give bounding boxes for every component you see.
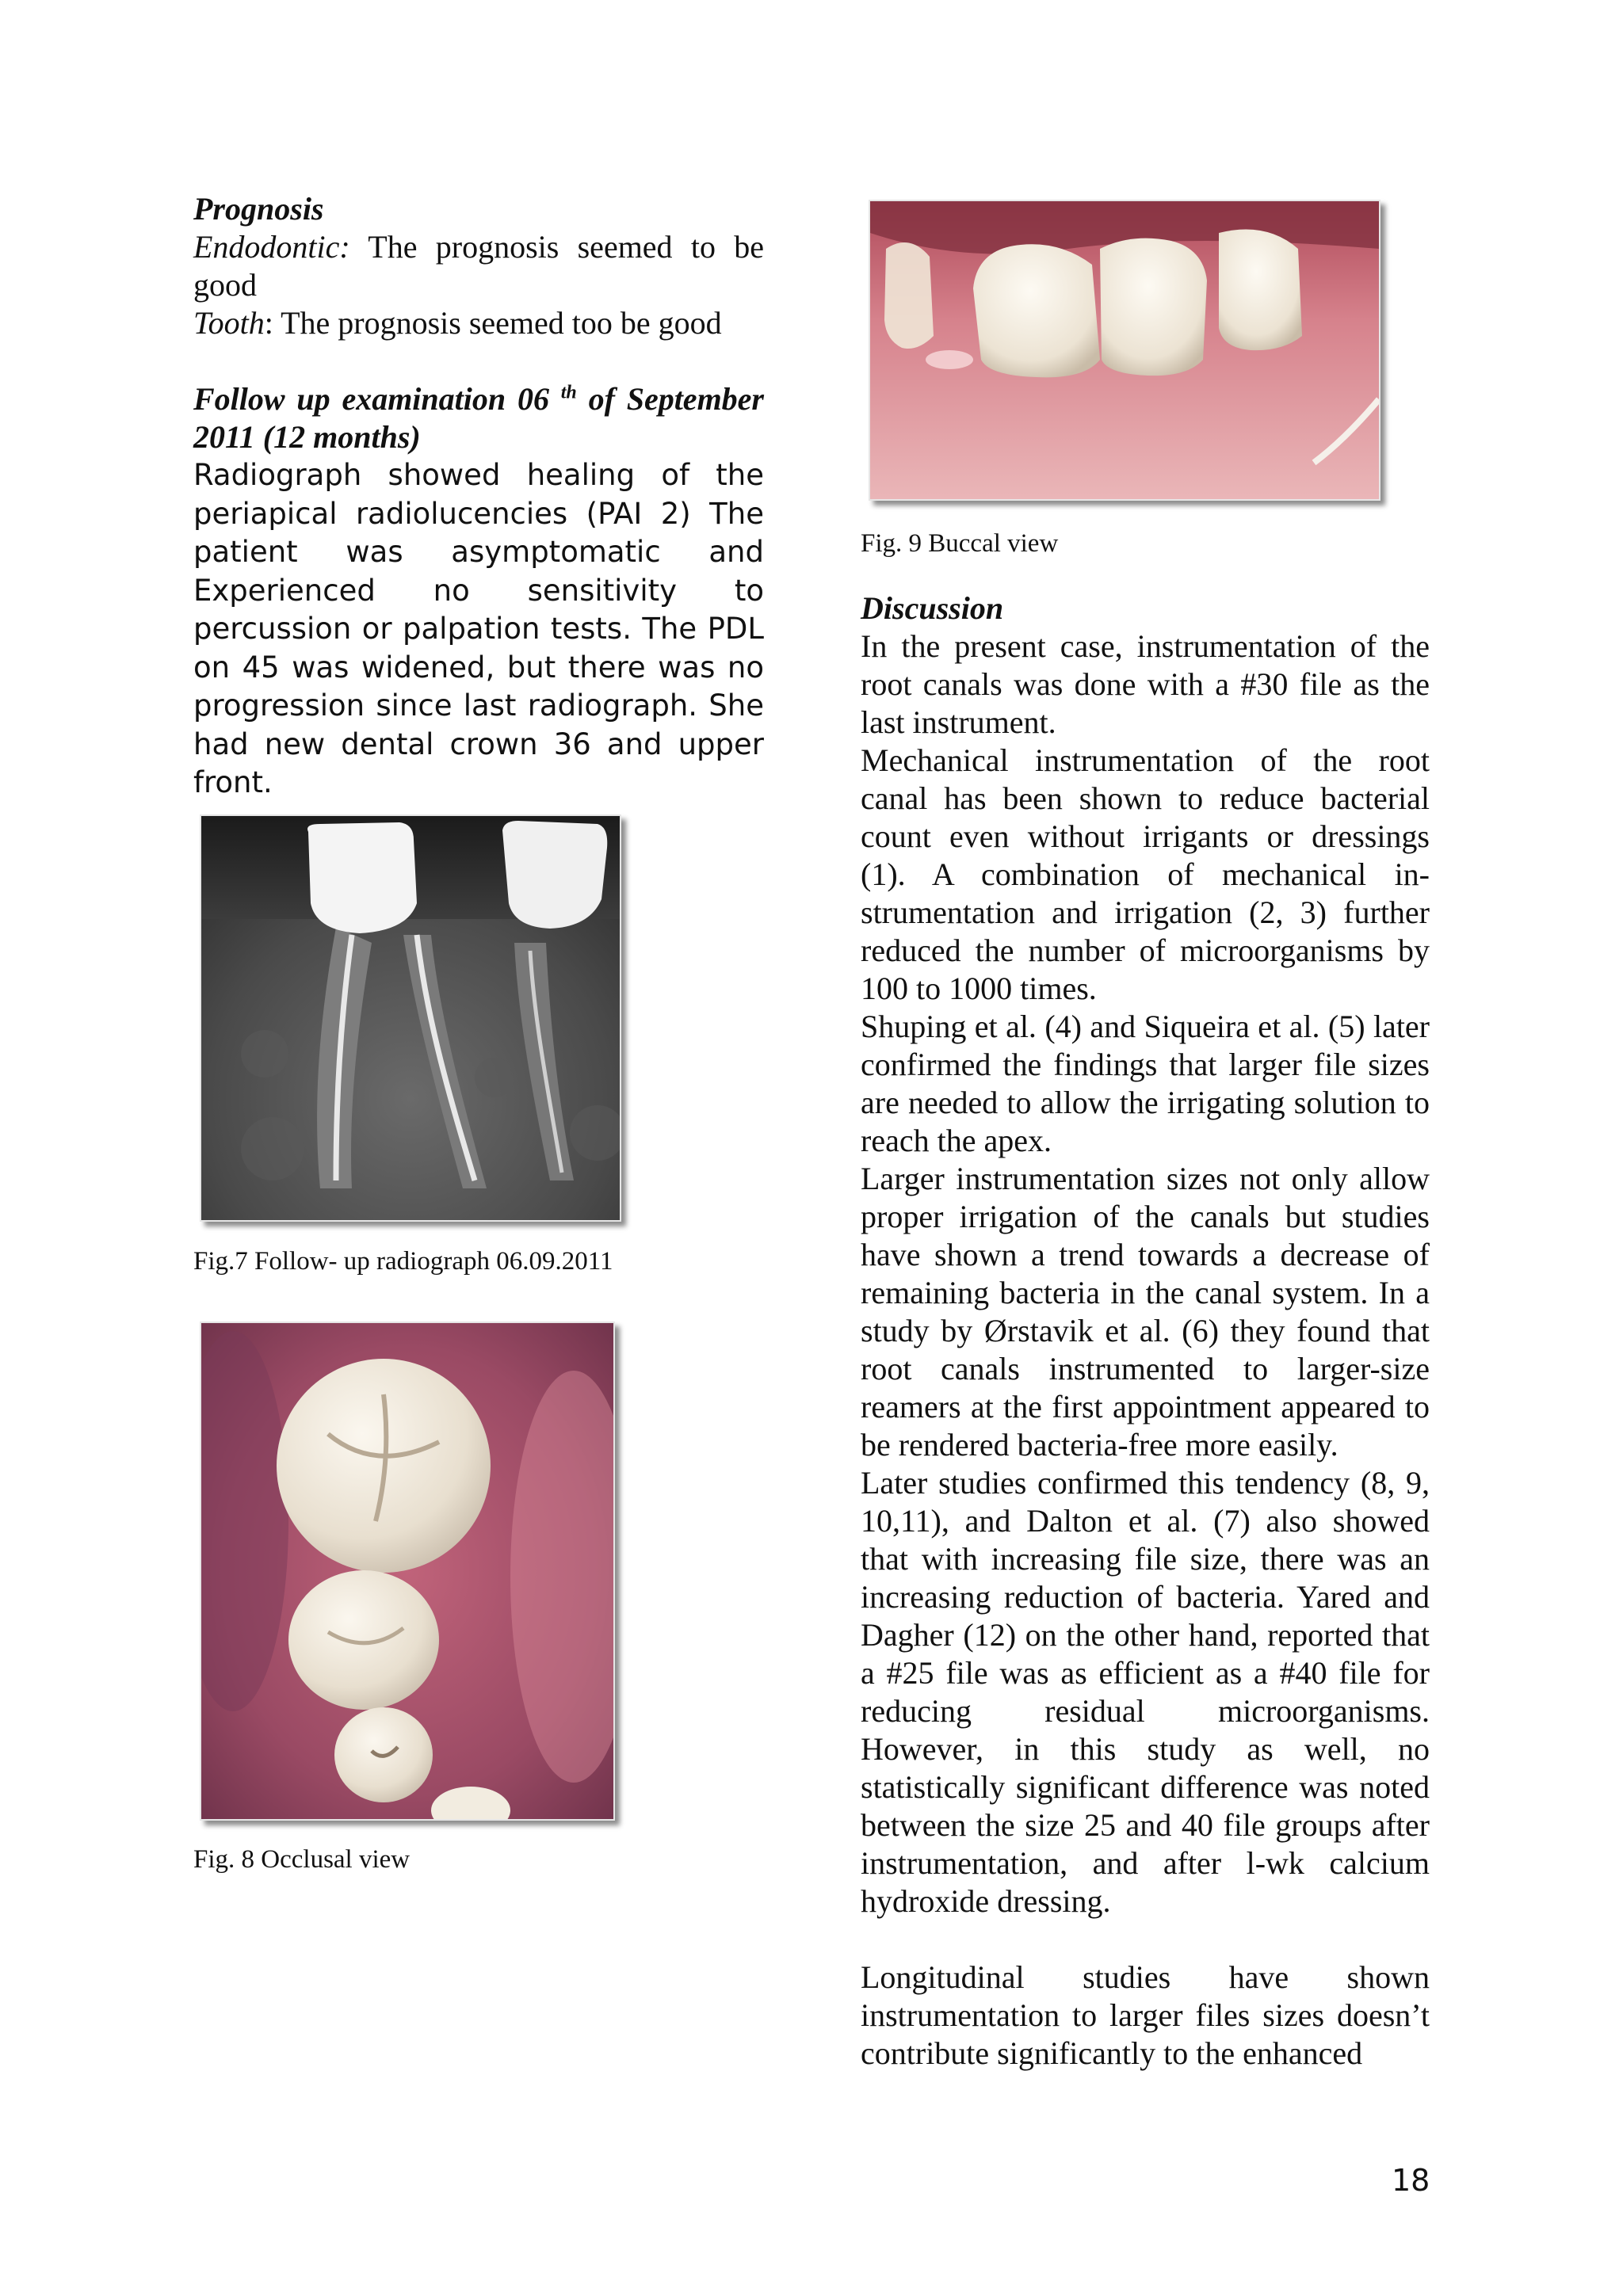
followup-heading-sup: th [560, 382, 577, 403]
endodontic-text: The prognosis seemed to be good [193, 229, 764, 303]
endodontic-label: Endodontic: [193, 229, 350, 265]
discussion-paragraph-6: Longitudinal studies have shown instrumentation to larger files sizes doesn’t contribute significantly to the enhanced [861, 1959, 1430, 2071]
left-column [193, 190, 764, 803]
discussion-paragraph-5: Later studies confirmed this tendency (8, 9, 10,11), and Dalton et al. (7) also showed that with increasing file size, there was an increasing reduction of bacteria. Yared and Dagher (12) on the other hand, reported that a #25 file was as efficient as a #40 file for reducing residual microorganisms. However, in this study as well, no statistically significant difference was noted between the size 25 and 40 file groups after instrumentation, and after l-wk calcium hydroxide dressing. [861, 1465, 1430, 1919]
tooth-label: Tooth [193, 305, 265, 341]
discussion-paragraph-2: Mechanical instrumentation of the root canal has been shown to reduce bacterial count even without irrigants or dressings (1). A combination of mechanical in-strumentation and irrigation (2, 3) further reduced the number of microorganisms by 100 to 1000 times. [861, 742, 1430, 1006]
followup-text: Radiograph showed healing of the periapical radiolucencies (PAI 2) The patient was asymptomatic and Experienced no sensitivity to percussion or palpation tests. The PDL on 45 was widened, but there was no progression since last radiograph. She had new dental crown 36 and upper front. [193, 458, 764, 799]
prognosis-endodontic [193, 228, 764, 304]
followup-heading-part1: Follow up examination 06 [193, 381, 561, 417]
figure-7-caption: Fig.7 Follow- up radiograph 06.09.2011 [193, 1247, 613, 1276]
discussion-paragraph-4: Larger instrumentation sizes not only allow proper irrigation of the canals but studies have shown a trend towards a decrease of remaining bacteria in the canal system. In a study by Ørstavik et al. (6) they found that root canals instrumented to larger-size reamers at the first appointment appeared to be rendered bacteria-free more easily. [861, 1161, 1430, 1463]
prognosis-tooth [193, 304, 764, 342]
figure-8-caption: Fig. 8 Occlusal view [193, 1845, 411, 1874]
prognosis-heading: Prognosis [193, 191, 324, 227]
figure-7-radiograph [200, 814, 621, 1222]
figure-8-occlusal-photo [200, 1322, 615, 1821]
page-number: 18 [1392, 2163, 1430, 2198]
discussion-paragraph-1: In the present case, instrumentation of the root canals was done with a #30 file as the last instrument. [861, 628, 1430, 740]
followup-heading-part2: of September 2011 (12 months) [193, 381, 764, 455]
discussion-heading: Discussion [861, 590, 1004, 626]
figure-9-caption: Fig. 9 Buccal view [861, 529, 1059, 558]
right-column [861, 589, 1430, 2073]
discussion-paragraph-3: Shuping et al. (4) and Siqueira et al. (5) later confirmed the findings that larger file sizes are needed to allow the irrigating solution to reach the apex. [861, 1009, 1430, 1158]
followup-heading [193, 380, 764, 456]
tooth-text: : The prognosis seemed too be good [264, 305, 722, 341]
figure-9-buccal-photo [869, 200, 1381, 501]
